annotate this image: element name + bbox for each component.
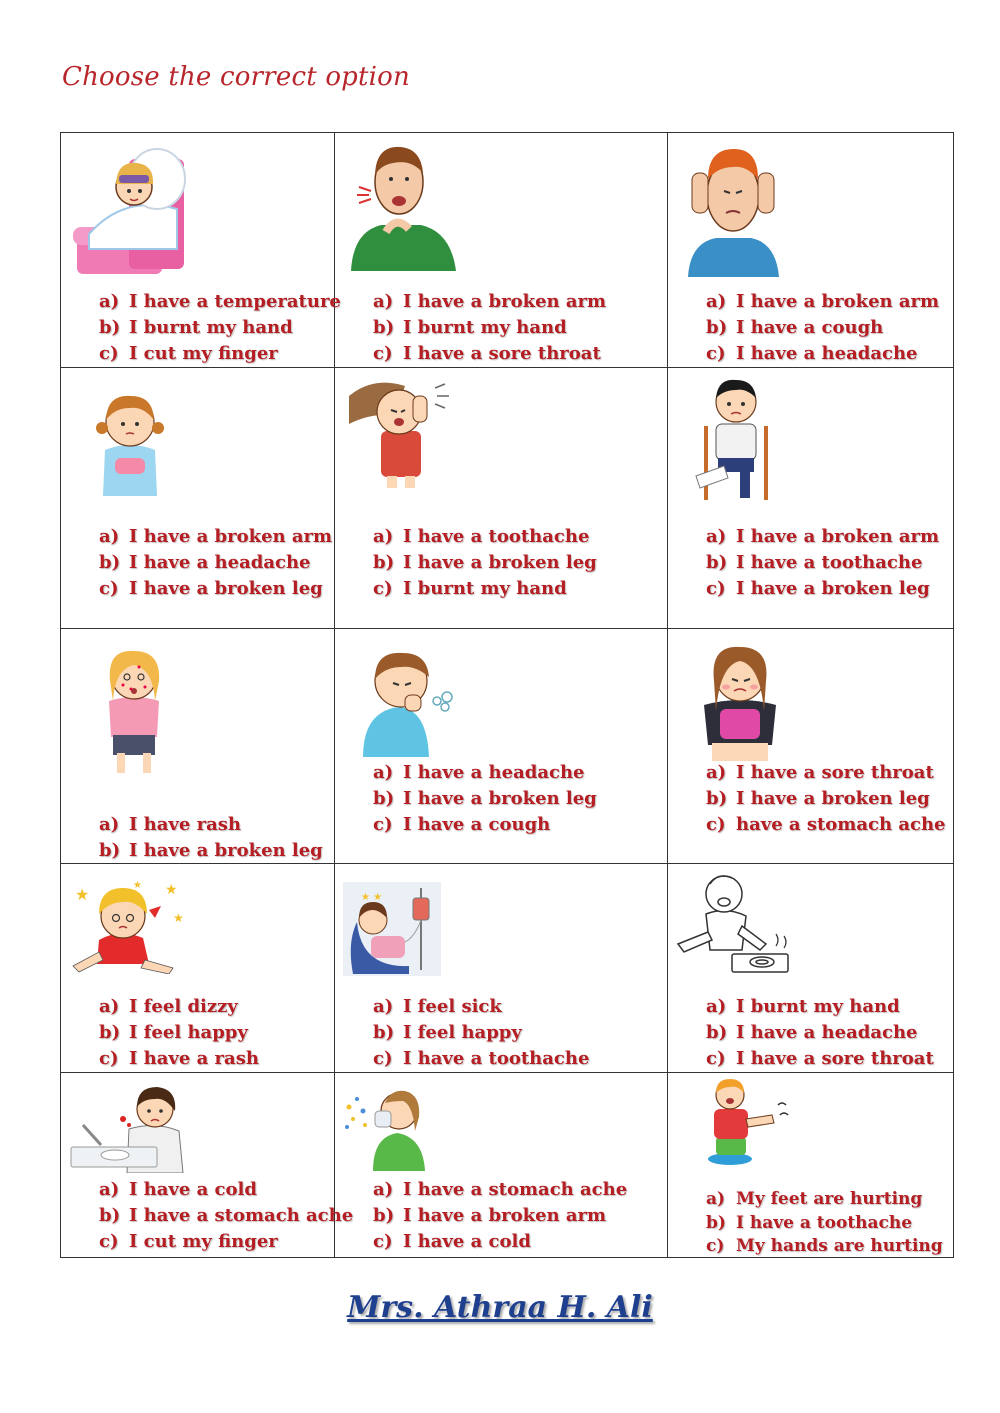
option-text: I have a broken leg	[129, 840, 323, 861]
option-c[interactable]	[706, 576, 939, 602]
option-text: I have a cold	[403, 1231, 531, 1252]
option-c[interactable]	[706, 1235, 943, 1259]
exercise-cell	[335, 133, 668, 368]
exercise-cell	[61, 629, 335, 864]
exercise-cell	[668, 368, 954, 629]
option-letter: a)	[99, 526, 120, 547]
option-a[interactable]	[706, 289, 939, 315]
option-letter: c)	[99, 1048, 119, 1069]
option-text: I have a sore throat	[736, 762, 934, 783]
option-text: I have a toothache	[403, 526, 590, 547]
options-list	[373, 994, 589, 1072]
girl-with-rash-picture	[97, 645, 172, 779]
girl-with-arm-sling-picture	[95, 388, 165, 496]
options-list	[99, 524, 332, 602]
dizzy-girl-picture	[69, 880, 191, 974]
options-list	[706, 760, 946, 838]
option-letter: c)	[99, 578, 119, 599]
svg-text:★: ★	[75, 885, 90, 904]
exercise-cell	[335, 368, 668, 629]
options-list	[99, 994, 259, 1072]
girl-cut-finger-picture	[69, 1081, 191, 1173]
option-letter: b)	[99, 552, 121, 573]
option-text: I have a broken leg	[129, 578, 323, 599]
exercise-cell	[668, 864, 954, 1073]
worksheet-title: Choose the correct option	[62, 62, 410, 92]
option-text: I have a cough	[736, 317, 884, 338]
option-text: I have a toothache	[736, 552, 923, 573]
options-list	[99, 289, 341, 367]
boy-on-crutches-picture	[688, 376, 783, 502]
option-a[interactable]	[706, 994, 934, 1020]
option-letter: c)	[373, 343, 393, 364]
exercise-cell	[335, 1073, 668, 1258]
option-b[interactable]	[373, 1020, 589, 1046]
option-c[interactable]	[706, 341, 939, 367]
option-letter: a)	[706, 1189, 726, 1209]
option-letter: b)	[373, 1205, 395, 1226]
option-text: have a stomach ache	[736, 814, 946, 835]
option-text: My feet are hurting	[736, 1189, 923, 1209]
option-c[interactable]	[99, 1046, 259, 1072]
option-letter: c)	[706, 1048, 726, 1069]
option-letter: b)	[706, 317, 728, 338]
option-letter: a)	[99, 291, 120, 312]
option-text: I have a broken leg	[736, 578, 930, 599]
option-text: I have a toothache	[736, 1212, 913, 1233]
option-text: I have a broken arm	[736, 291, 940, 312]
option-text: I cut my finger	[129, 343, 278, 364]
options-list	[706, 289, 939, 367]
option-letter: c)	[706, 343, 726, 364]
option-text: I have a cold	[129, 1179, 257, 1200]
option-a[interactable]	[706, 1188, 943, 1212]
option-a[interactable]	[706, 524, 939, 550]
option-letter: a)	[706, 526, 727, 547]
options-list	[373, 760, 597, 838]
girl-on-drip-picture	[343, 882, 441, 976]
svg-text:★: ★	[165, 882, 178, 898]
option-c[interactable]	[99, 576, 332, 602]
option-text: I have a broken arm	[403, 291, 607, 312]
option-letter: b)	[99, 1205, 121, 1226]
options-list	[373, 289, 606, 367]
option-b[interactable]	[373, 550, 597, 576]
option-text: I have a rash	[129, 1048, 259, 1069]
option-letter: c)	[706, 578, 726, 599]
option-b[interactable]	[99, 1020, 259, 1046]
options-list	[706, 994, 934, 1072]
option-text: I burnt my hand	[736, 996, 900, 1017]
sick-girl-in-bed-picture	[69, 139, 194, 279]
option-text: I have a cough	[403, 814, 551, 835]
exercise-grid	[60, 132, 954, 1258]
option-text: I have a broken leg	[403, 788, 597, 809]
option-text: I have a broken arm	[403, 1205, 607, 1226]
man-holding-throat-picture	[341, 137, 463, 271]
option-letter: a)	[373, 526, 394, 547]
exercise-cell	[61, 864, 335, 1073]
option-text: My hands are hurting	[736, 1236, 943, 1256]
option-letter: b)	[706, 788, 728, 809]
option-text: I have a sore throat	[736, 1048, 934, 1069]
option-b[interactable]	[706, 315, 939, 341]
option-b[interactable]	[99, 550, 332, 576]
option-letter: c)	[99, 343, 119, 364]
option-letter: a)	[99, 814, 120, 835]
option-text: I have a headache	[403, 762, 585, 783]
girl-holding-stomach-picture	[696, 641, 784, 763]
exercise-cell	[668, 1073, 954, 1258]
option-text: I have a temperature	[129, 291, 341, 312]
option-text: I have a stomach ache	[129, 1205, 354, 1226]
option-letter: c)	[706, 814, 726, 835]
option-a[interactable]	[373, 524, 597, 550]
option-a[interactable]	[99, 289, 341, 315]
option-b[interactable]	[99, 1203, 353, 1229]
option-text: I cut my finger	[129, 1231, 278, 1252]
option-c[interactable]	[373, 576, 597, 602]
option-text: I have a headache	[129, 552, 311, 573]
boy-coughing-picture	[357, 645, 467, 757]
option-c[interactable]	[373, 1046, 589, 1072]
option-a[interactable]	[706, 760, 946, 786]
option-letter: c)	[373, 1048, 393, 1069]
option-text: I feel happy	[403, 1022, 522, 1043]
svg-text:★ ★: ★ ★	[361, 892, 383, 903]
option-text: I have a broken arm	[736, 526, 940, 547]
option-a[interactable]	[373, 289, 606, 315]
option-letter: b)	[373, 1022, 395, 1043]
option-text: I have a headache	[736, 1022, 918, 1043]
option-a[interactable]	[99, 1177, 353, 1203]
option-text: I have a toothache	[403, 1048, 590, 1069]
option-letter: a)	[706, 996, 727, 1017]
exercise-cell	[335, 629, 668, 864]
option-text: I burnt my hand	[129, 317, 293, 338]
option-b[interactable]	[373, 1203, 627, 1229]
option-a[interactable]	[373, 760, 597, 786]
option-b[interactable]	[706, 1020, 934, 1046]
options-list	[99, 812, 323, 864]
option-letter: b)	[706, 1022, 728, 1043]
option-letter: b)	[99, 317, 121, 338]
option-text: I feel dizzy	[129, 996, 238, 1017]
option-letter: c)	[99, 1231, 119, 1252]
option-letter: c)	[373, 1231, 393, 1252]
boy-burnt-hand-picture	[676, 870, 794, 976]
man-holding-head-picture	[686, 143, 781, 277]
exercise-cell	[61, 368, 335, 629]
option-letter: a)	[373, 762, 394, 783]
option-text: I burnt my hand	[403, 317, 567, 338]
options-list	[99, 1177, 353, 1255]
exercise-cell	[61, 1073, 354, 1258]
option-c[interactable]	[706, 812, 946, 838]
option-letter: b)	[99, 840, 121, 861]
option-text: I have a broken leg	[403, 552, 597, 573]
option-letter: b)	[373, 788, 395, 809]
option-letter: a)	[373, 1179, 394, 1200]
option-letter: b)	[706, 1212, 726, 1233]
option-letter: a)	[373, 291, 394, 312]
option-b[interactable]	[706, 1212, 943, 1236]
option-b[interactable]	[373, 786, 597, 812]
option-letter: b)	[373, 317, 395, 338]
option-text: I have a sore throat	[403, 343, 601, 364]
author-signature: Mrs. Athraa H. Ali	[347, 1290, 653, 1325]
options-list	[706, 1188, 943, 1259]
option-a[interactable]	[99, 524, 332, 550]
option-text: I burnt my hand	[403, 578, 567, 599]
option-letter: a)	[373, 996, 394, 1017]
option-text: I have a headache	[736, 343, 918, 364]
option-letter: c)	[706, 1236, 725, 1256]
option-a[interactable]	[373, 1177, 627, 1203]
option-letter: b)	[706, 552, 728, 573]
option-text: I have a broken arm	[129, 526, 333, 547]
option-b[interactable]	[99, 838, 323, 864]
option-letter: b)	[99, 1022, 121, 1043]
option-letter: a)	[706, 762, 727, 783]
exercise-cell	[335, 864, 668, 1073]
options-list	[373, 524, 597, 602]
option-letter: a)	[99, 1179, 120, 1200]
option-b[interactable]	[373, 315, 606, 341]
option-letter: c)	[373, 578, 393, 599]
options-list	[373, 1177, 627, 1255]
option-text: I have a stomach ache	[403, 1179, 628, 1200]
option-letter: b)	[373, 552, 395, 573]
option-c[interactable]	[373, 341, 606, 367]
boy-hurt-feet-picture	[694, 1075, 794, 1167]
woman-sneezing-picture	[343, 1081, 427, 1171]
option-c[interactable]	[373, 812, 597, 838]
option-c[interactable]	[706, 1046, 934, 1072]
svg-text:★: ★	[173, 911, 184, 925]
option-c[interactable]	[99, 341, 341, 367]
option-c[interactable]	[99, 1229, 353, 1255]
exercise-cell	[668, 133, 954, 368]
exercise-cell	[668, 629, 954, 864]
option-text: I feel happy	[129, 1022, 248, 1043]
svg-text:★: ★	[133, 880, 142, 891]
option-b[interactable]	[706, 550, 939, 576]
option-text: I have rash	[129, 814, 241, 835]
option-a[interactable]	[99, 812, 323, 838]
option-text: I have a broken leg	[736, 788, 930, 809]
option-b[interactable]	[99, 315, 341, 341]
option-letter: c)	[373, 814, 393, 835]
option-b[interactable]	[706, 786, 946, 812]
girl-with-toothache-picture	[343, 376, 458, 488]
option-a[interactable]	[373, 994, 589, 1020]
option-text: I feel sick	[403, 996, 502, 1017]
option-letter: a)	[99, 996, 120, 1017]
option-a[interactable]	[99, 994, 259, 1020]
exercise-cell	[61, 133, 341, 368]
option-c[interactable]	[373, 1229, 627, 1255]
options-list	[706, 524, 939, 602]
option-letter: a)	[706, 291, 727, 312]
